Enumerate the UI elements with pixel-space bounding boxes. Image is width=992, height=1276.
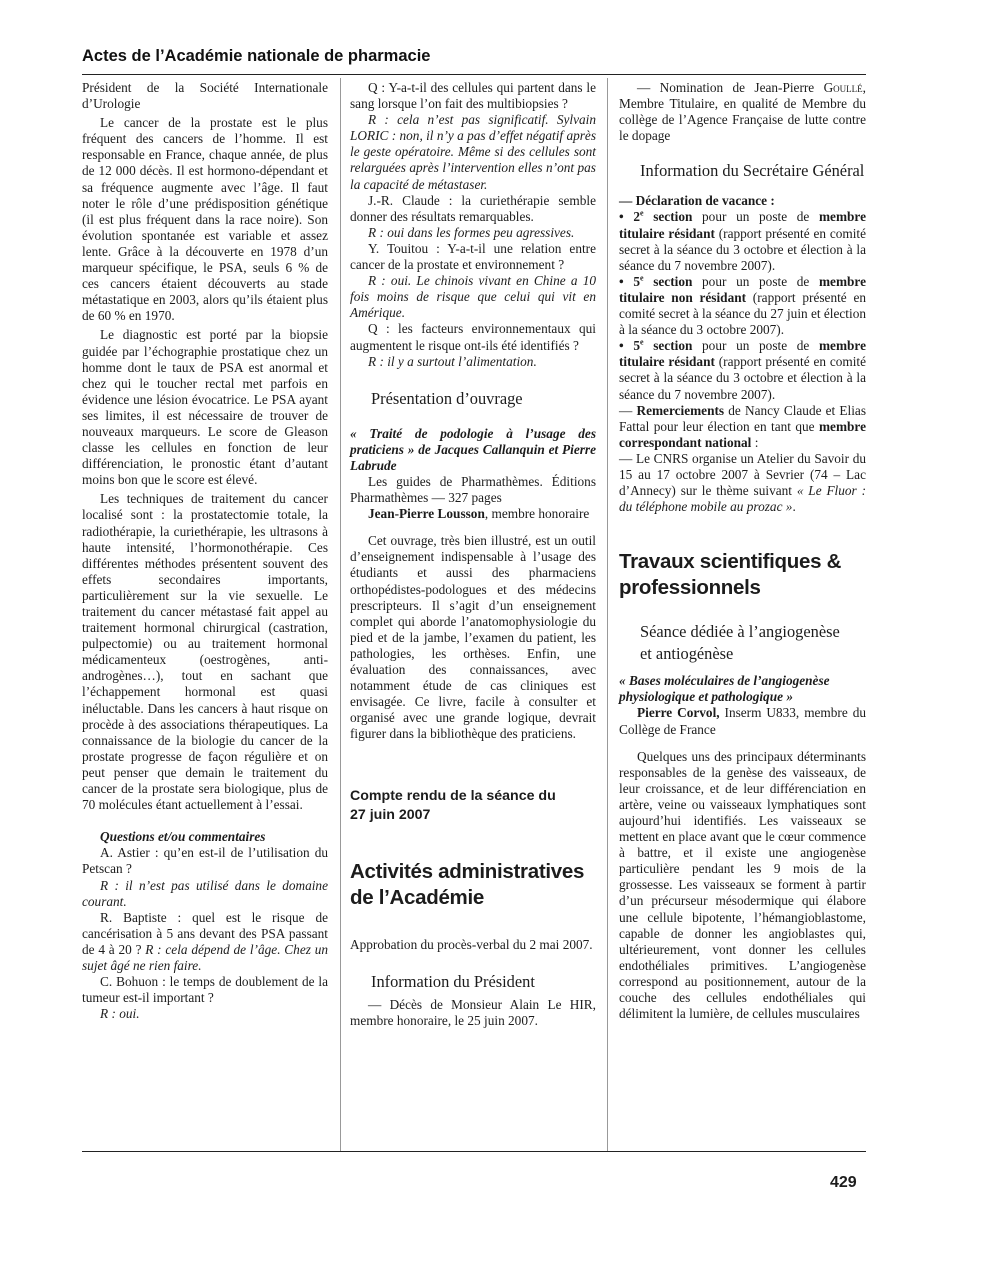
answer: R : oui. Le chinois vivant en Chine a 10 fois moins de risque que celui qui vit en Amérique.: [350, 273, 596, 321]
answer: R : cela n’est pas significatif. Sylvain LORIC : non, il n’y a pas d’effet négatif après le geste opératoire. Même si des cellules sont relarguées après l’intervention elles n’ont pas la capacité de métastaser.: [350, 112, 596, 192]
question: A. Astier : qu’en est-il de l’utilisation du Petscan ?: [82, 845, 328, 877]
column-separator: [340, 78, 341, 1151]
question: Y. Touitou : Y-a-t-il une relation entre cancer de la prostate et environnement ?: [350, 240, 596, 273]
answer: R : il y a surtout l’alimentation.: [368, 353, 537, 369]
speaker: Pierre Corvol, Inserm U833, membre du Collège de France: [619, 705, 866, 737]
section-heading: Compte rendu de la séance du 27 juin 2007: [350, 788, 556, 824]
paragraph: — Décès de Monsieur Alain Le HIR, membre honoraire, le 25 juin 2007.: [350, 996, 596, 1028]
book-title: « Traité de podologie à l’usage des praticiens » de Jacques Callanquin et Pierre Labrude: [350, 425, 596, 473]
running-header: Actes de l’Académie nationale de pharmacie: [82, 47, 431, 65]
paragraph: Approbation du procès-verbal du 2 mai 2007.: [350, 937, 593, 953]
paragraph: Le cancer de la prostate est le plus fréquent des cancers de l’homme. Il est responsable en France, chaque année, de plus de 12 000 décès. Il est hormono-dépendant et sa fréquence augmente avec l’âge. Il faut noter le rôle d’une prédisposition génétique (il est plus fréquent dans la race noire). Son évolution spontanée est variable et assez lente. Grâce à la découverte en 1978 d’un marqueur spécifique, le PSA, seuls 6 % de ces cancers étaient découverts au stade métastatique en 2003, alors qu’ils étaient plus de 60 % en 1970.: [82, 115, 328, 324]
book-review: Cet ouvrage, très bien illustré, est un outil d’enseignement indispensable à l’usage des étudiants et aussi des pharmaciens orthopédistes-podologues et des médecins prescripteurs. Il s’agit d’un enseignement complet qui aborde l’anatomophysiologie du pied et de la jambe, l’examen du patient, les pathologies, les orthèses. Enfin, une évaluation des connaissances, avec notamment étude de cas cliniques est envisagée. Ce livre, facile à consulter et organisé avec une grande logique, devrait figurer dans la bibliothèque des praticiens.: [350, 533, 596, 742]
paragraph: — Le CNRS organise un Atelier du Savoir du 15 au 17 octobre 2007 à Sevrier (74 – Lac d’Annecy) sur le thème suivant « Le Fluor : du téléphone mobile au prozac ».: [619, 450, 866, 515]
answer: R : il n’est pas utilisé dans le domaine courant.: [82, 877, 328, 909]
answer: R : oui.: [100, 1006, 140, 1022]
book-publisher: Les guides de Pharmathèmes. Éditions Pharmathèmes — 327 pages: [350, 473, 596, 506]
column-separator: [607, 78, 608, 1151]
footer-rule: [82, 1151, 866, 1152]
talk-title: « Bases moléculaires de l’angiogenèse physiologique et pathologique »: [619, 673, 830, 705]
questions-heading: Questions et/ou commentaires: [100, 829, 266, 845]
declaration-heading: — Déclaration de vacance :: [619, 193, 775, 209]
question: Q : Y-a-t-il des cellules qui partent dans le sang lorsque l’on fait des multibiopsies ?: [350, 80, 596, 112]
question: C. Bohuon : le temps de doublement de la tumeur est-il important ?: [82, 974, 328, 1006]
column-1: [82, 80, 328, 1022]
paragraph: Les techniques de traitement du cancer localisé sont : la prostatectomie totale, la radiothérapie, la curiethérapie, les ultrasons à haute intensité, l’hormonothérapie. Ces différentes méthodes présentent souvent des effets secondaires importants, particulièrement sur la vie sexuelle. Le traitement du cancer métastasé fait appel au traitement hormonal chirurgical (castration, pulpectomie) ou au traitement hormonal médicamenteux (oestrogènes, anti-androgènes…), tout en sachant que l’échappement hormonal est quasi inéluctable. Dans les cancers à haut risque on procède à des associations thérapeutiques. La connaissance de la biologie du cancer de la prostate progresse de façon régulière et on peut penser que demain le traitement du cancer de la prostate sera biologique, plus de 70 molécules étant actuellement à l’essai.: [82, 491, 328, 813]
vacancy-item: • 5e section pour un poste de membre titulaire résidant (rapport présenté en comité secret à la séance du 3 octobre et élection à la séance du 7 novembre 2007).: [619, 337, 866, 402]
column-2: [350, 80, 596, 1029]
vacancy-item: • 2e section pour un poste de membre titulaire résidant (rapport présenté en comité secret à la séance du 3 octobre et élection à la séance du 7 novembre 2007).: [619, 209, 866, 273]
section-heading: Séance dédiée à l’angiogenèse et antiogénèse: [640, 622, 840, 664]
section-heading: Présentation d’ouvrage: [371, 388, 523, 408]
paragraph: Quelques uns des principaux déterminants responsables de la genèse des vaisseaux, de leur croissance, et de leur différenciation en artère, veine ou vaisseaux lymphatiques sont aujourd’hui identifiés. Les vaisseaux se mettent en place avant que le cœur commence à battre, et il existe une angiogenèse particulière pendant les 9 mois de la grossesse. Les vaisseaux se forment à partir d’un précurseur mésodermique qui élabore une cellule bipotente, l’hémangioblastome, capable de donner les angioblastes qui, ultérieurement, vont donner les cellules endothéliales primitives. L’angiogenèse correspond au positionnement, autour de la couche des cellules endothéliales qui délimitent la lumière, de cellules musculaires: [619, 748, 866, 1022]
section-heading: Information du Président: [371, 971, 535, 991]
paragraph: Le diagnostic est porté par la biopsie guidée par l’échographie prostatique chez un homme dont le taux de PSA est anormal et chez qui le toucher rectal met parfois en évidence une lésion évocatrice. Le PSA ayant ses limites, il est nécessaire de trouver de nouveaux marqueurs. Le score de Gleason classe les cellules en fonction de leur différenciation, le pronostic étant d’autant moins bon que le score est élevé.: [82, 327, 328, 488]
page-number: 429: [830, 1174, 857, 1191]
column-3: [619, 80, 866, 1022]
question: R. Baptiste : quel est le risque de cancérisation à 5 ans devant des PSA passant de 4 à 20 ? R : cela dépend de l’âge. Chez un sujet âgé ne rien faire.: [82, 909, 328, 973]
question: Q : les facteurs environnementaux qui augmentent le risque ont-ils été identifiés ?: [350, 321, 596, 353]
paragraph: — Nomination de Jean-Pierre Goullé, Membre Titulaire, en qualité de Membre du collège de l’Agence Française de lutte contre le dopage: [619, 80, 866, 144]
paragraph: Président de la Société Internationale d’Urologie: [82, 80, 328, 112]
header-rule: [82, 74, 866, 75]
section-heading: Information du Secrétaire Général: [640, 161, 865, 181]
book-reviewer: Jean-Pierre Lousson, membre honoraire: [368, 506, 590, 522]
question: J.-R. Claude : la curiethérapie semble donner des résultats remarquables.: [350, 192, 596, 224]
answer: R : oui dans les formes peu agressives.: [368, 224, 575, 240]
section-title: Activités administratives de l’Académie: [350, 860, 585, 910]
vacancy-item: • 5e section pour un poste de membre titulaire non résidant (rapport présenté en comité secret à la séance du 27 juin et élection à la séance du 3 octobre 2007).: [619, 273, 866, 338]
section-title: Travaux scientifiques & professionnels: [619, 550, 842, 600]
paragraph: — Remerciements de Nancy Claude et Elias Fattal pour leur élection en tant que membre correspondant national :: [619, 402, 866, 450]
